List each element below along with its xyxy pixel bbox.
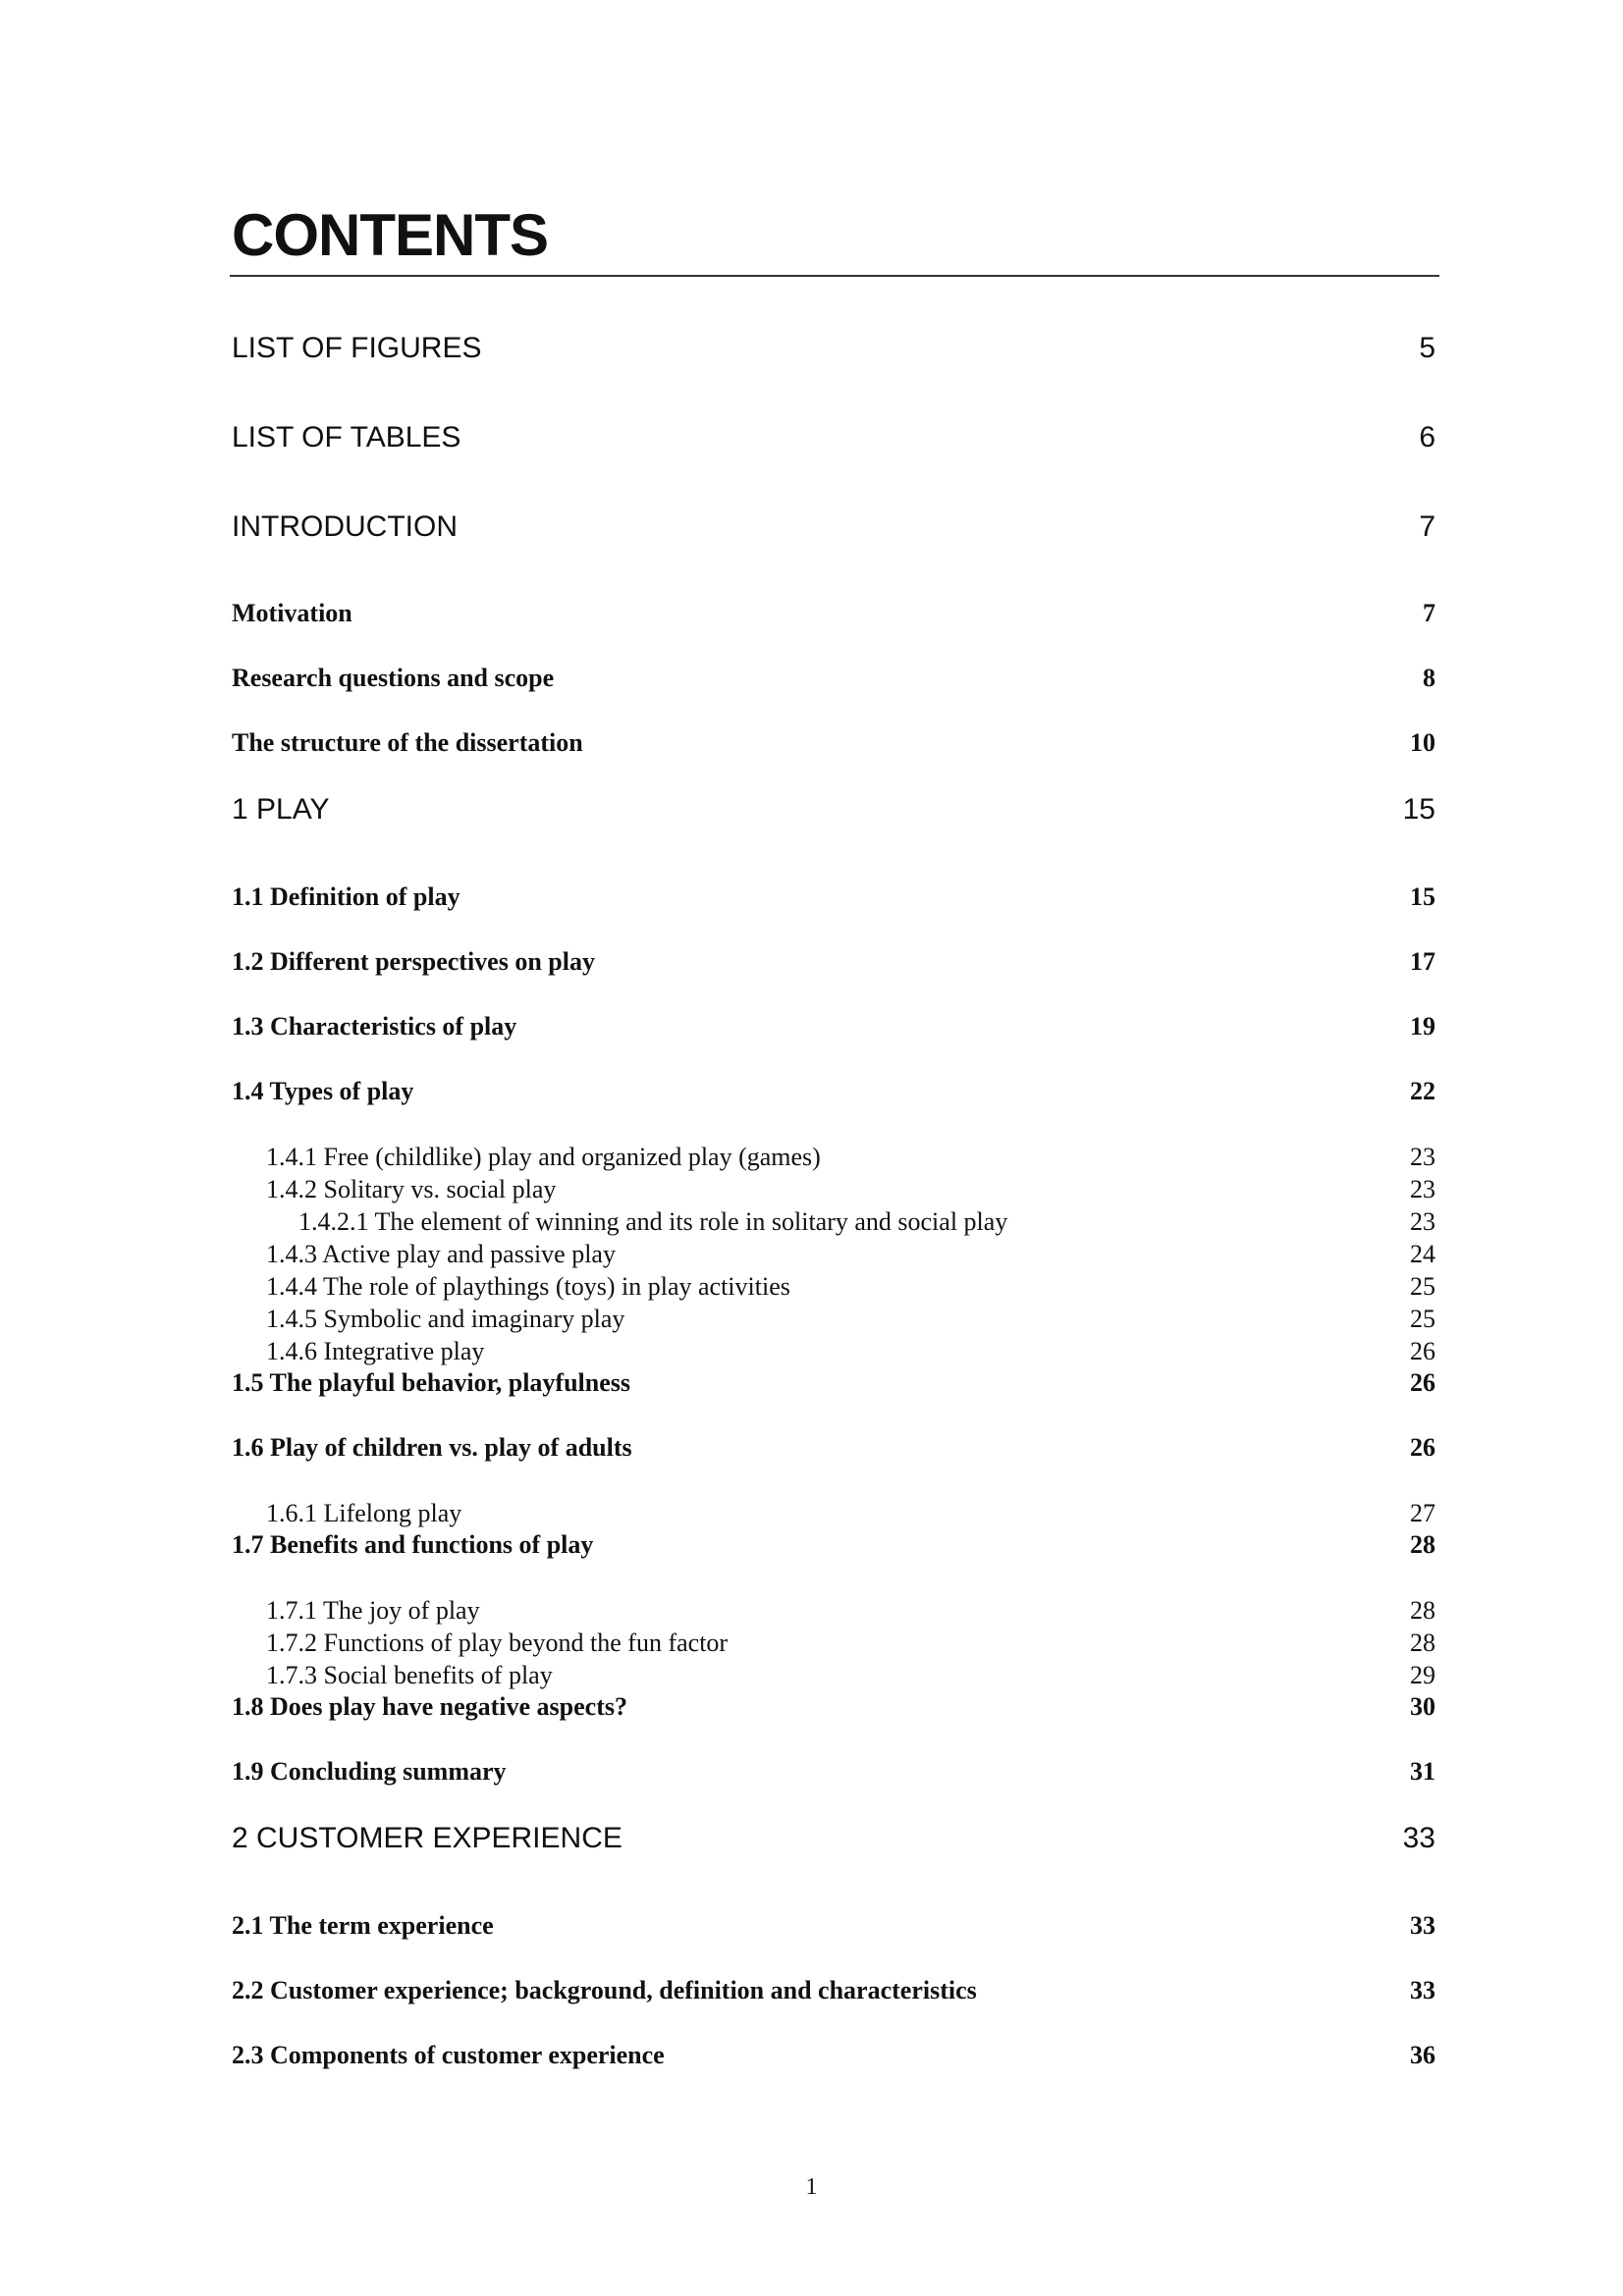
- toc-entry-motivation[interactable]: [232, 598, 1435, 629]
- toc-entry-page: 19: [1410, 1012, 1435, 1041]
- toc-entry-label: 1.6.1 Lifelong play: [266, 1499, 462, 1527]
- toc-entry-1-4-5[interactable]: [266, 1304, 1435, 1335]
- toc-entry-label: 1.1 Definition of play: [232, 882, 460, 911]
- toc-entry-label: LIST OF FIGURES: [232, 332, 482, 364]
- toc-entry-structure[interactable]: [232, 727, 1435, 759]
- toc-entry-1-5[interactable]: [232, 1367, 1435, 1399]
- toc-entry-label: 1.4.3 Active play and passive play: [266, 1240, 616, 1268]
- toc-entry-page: 8: [1423, 664, 1435, 692]
- toc-entry-page: 26: [1410, 1433, 1435, 1462]
- toc-entry-page: 26: [1410, 1337, 1435, 1365]
- toc-entry-1-7-1[interactable]: [266, 1595, 1435, 1627]
- toc-entry-label: 1.2 Different perspectives on play: [232, 947, 595, 976]
- toc-entry-1-6[interactable]: [232, 1432, 1435, 1464]
- toc-entry-2-2[interactable]: [232, 1975, 1435, 2006]
- toc-entry-introduction[interactable]: [232, 509, 1435, 545]
- toc-entry-label: 1.6 Play of children vs. play of adults: [232, 1433, 632, 1462]
- toc-entry-1-1[interactable]: [232, 881, 1435, 913]
- toc-entry-page: 25: [1410, 1272, 1435, 1301]
- toc-entry-list-of-figures[interactable]: [232, 331, 1435, 366]
- toc-entry-label: The structure of the dissertation: [232, 728, 583, 757]
- toc-entry-label: 1.7.1 The joy of play: [266, 1596, 480, 1625]
- toc-entry-1-4-2-1[interactable]: [298, 1206, 1435, 1238]
- toc-entry-label: 2.3 Components of customer experience: [232, 2041, 665, 2069]
- toc-entry-label: 1.4.1 Free (childlike) play and organized play (games): [266, 1143, 821, 1171]
- toc-entry-page: 27: [1410, 1499, 1435, 1527]
- toc-entry-1-7-2[interactable]: [266, 1628, 1435, 1659]
- toc-entry-1-6-1[interactable]: [266, 1498, 1435, 1529]
- toc-entry-page: 15: [1402, 793, 1435, 826]
- toc-entry-page: 33: [1410, 1976, 1435, 2004]
- toc-entry-label: INTRODUCTION: [232, 510, 458, 543]
- toc-entry-page: 33: [1402, 1822, 1435, 1854]
- toc-entry-page: 15: [1410, 882, 1435, 911]
- toc-entry-1-4-1[interactable]: [266, 1142, 1435, 1173]
- page-title: CONTENTS: [232, 202, 548, 268]
- toc-entry-1-7[interactable]: [232, 1529, 1435, 1561]
- toc-entry-1-4-4[interactable]: [266, 1271, 1435, 1303]
- toc-entry-page: 23: [1410, 1207, 1435, 1236]
- toc-entry-page: 22: [1410, 1077, 1435, 1105]
- toc-entry-label: 2.2 Customer experience; background, definition and characteristics: [232, 1976, 977, 2004]
- toc-entry-2-3[interactable]: [232, 2040, 1435, 2071]
- toc-entry-page: 33: [1410, 1911, 1435, 1940]
- toc-entry-label: 1.7.2 Functions of play beyond the fun factor: [266, 1629, 729, 1657]
- toc-entry-label: 2 CUSTOMER EXPERIENCE: [232, 1822, 622, 1854]
- toc-entry-label: 1.4.5 Symbolic and imaginary play: [266, 1305, 625, 1333]
- toc-entry-chapter-1[interactable]: [232, 792, 1435, 828]
- toc-entry-page: 28: [1410, 1629, 1435, 1657]
- toc-entry-research-questions[interactable]: [232, 663, 1435, 694]
- toc-entry-2-1[interactable]: [232, 1910, 1435, 1942]
- toc-entry-1-3[interactable]: [232, 1011, 1435, 1042]
- toc-entry-1-9[interactable]: [232, 1756, 1435, 1788]
- toc-entry-label: 1 PLAY: [232, 793, 330, 826]
- toc-entry-page: 30: [1410, 1692, 1435, 1721]
- toc-entry-page: 23: [1410, 1143, 1435, 1171]
- toc-entry-label: LIST OF TABLES: [232, 421, 461, 454]
- toc-entry-label: 1.4.2.1 The element of winning and its role in solitary and social play: [298, 1207, 1008, 1236]
- toc-entry-page: 28: [1410, 1530, 1435, 1559]
- toc-entry-page: 36: [1410, 2041, 1435, 2069]
- toc-entry-label: 2.1 The term experience: [232, 1911, 494, 1940]
- toc-entry-1-4-6[interactable]: [266, 1336, 1435, 1367]
- toc-entry-1-4-3[interactable]: [266, 1239, 1435, 1270]
- toc-entry-label: 1.8 Does play have negative aspects?: [232, 1692, 627, 1721]
- toc-entry-page: 5: [1419, 332, 1435, 364]
- toc-entry-label: 1.9 Concluding summary: [232, 1757, 507, 1786]
- toc-entry-1-4[interactable]: [232, 1076, 1435, 1107]
- toc-entry-page: 26: [1410, 1368, 1435, 1397]
- toc-entry-page: 31: [1410, 1757, 1435, 1786]
- toc-entry-page: 25: [1410, 1305, 1435, 1333]
- toc-entry-label: 1.4.6 Integrative play: [266, 1337, 485, 1365]
- toc-entry-chapter-2[interactable]: [232, 1821, 1435, 1856]
- toc-entry-label: 1.7 Benefits and functions of play: [232, 1530, 594, 1559]
- toc-entry-label: Research questions and scope: [232, 664, 555, 692]
- toc-entry-label: 1.4 Types of play: [232, 1077, 414, 1105]
- toc-entry-label: 1.5 The playful behavior, playfulness: [232, 1368, 630, 1397]
- toc-entry-page: 28: [1410, 1596, 1435, 1625]
- toc-entry-1-8[interactable]: [232, 1691, 1435, 1723]
- toc-entry-1-4-2[interactable]: [266, 1174, 1435, 1205]
- toc-entry-page: 7: [1419, 510, 1435, 543]
- toc-entry-label: 1.3 Characteristics of play: [232, 1012, 517, 1041]
- toc-entry-label: Motivation: [232, 599, 352, 627]
- toc-entry-1-7-3[interactable]: [266, 1660, 1435, 1691]
- toc-entry-page: 17: [1410, 947, 1435, 976]
- toc-entry-label: 1.4.4 The role of playthings (toys) in play activities: [266, 1272, 790, 1301]
- toc-entry-page: 10: [1410, 728, 1435, 757]
- toc-entry-list-of-tables[interactable]: [232, 420, 1435, 455]
- toc-entry-page: 23: [1410, 1175, 1435, 1203]
- toc-entry-page: 6: [1419, 421, 1435, 454]
- toc-entry-page: 7: [1423, 599, 1435, 627]
- toc-entry-label: 1.4.2 Solitary vs. social play: [266, 1175, 557, 1203]
- page-number: 1: [805, 2174, 818, 2200]
- toc-entry-page: 24: [1410, 1240, 1435, 1268]
- toc-entry-1-2[interactable]: [232, 946, 1435, 978]
- title-rule: [230, 275, 1439, 277]
- toc-entry-page: 29: [1410, 1661, 1435, 1689]
- toc-entry-label: 1.7.3 Social benefits of play: [266, 1661, 553, 1689]
